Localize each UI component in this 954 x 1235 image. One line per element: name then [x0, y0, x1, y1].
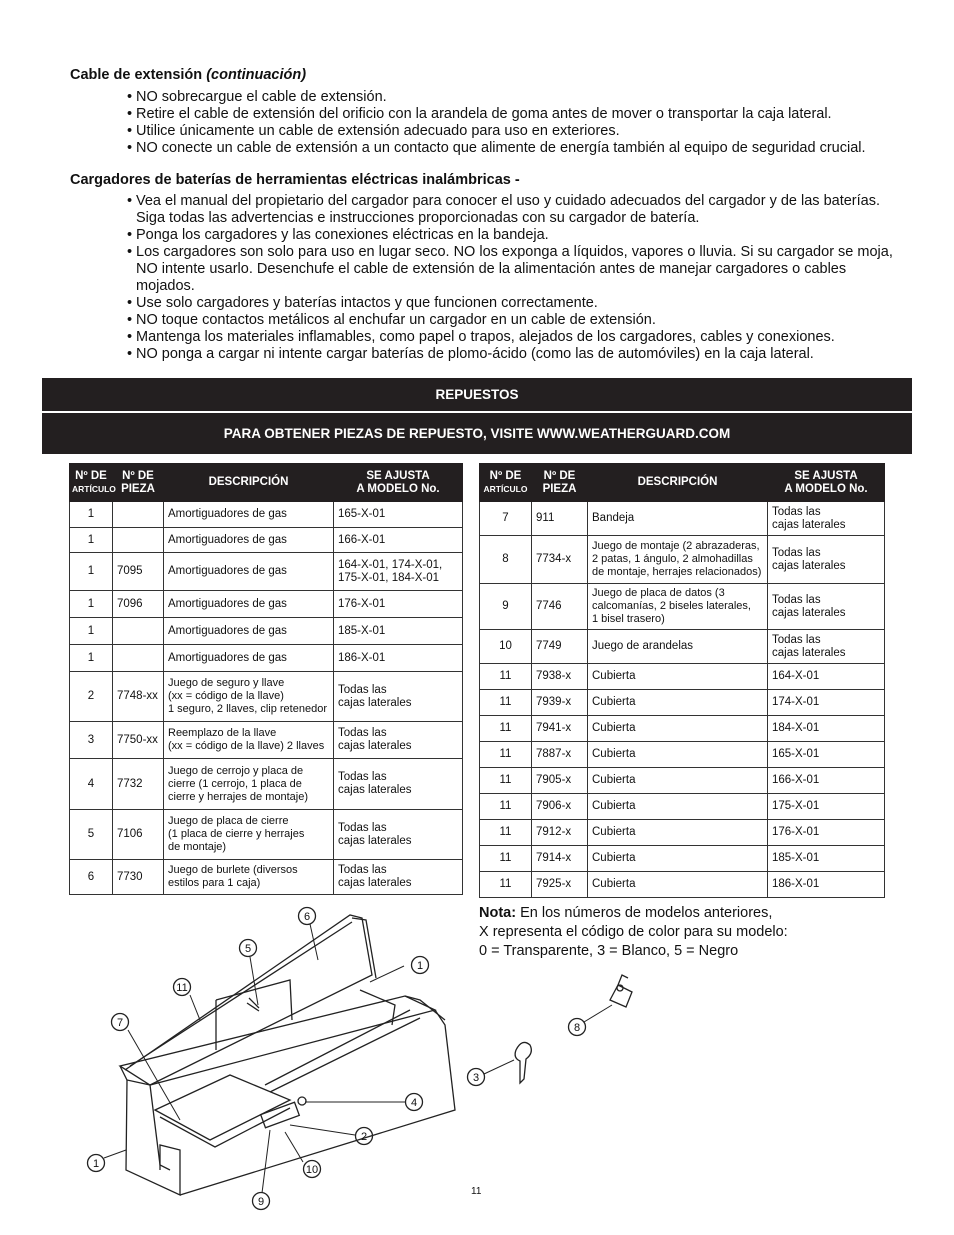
- cell-item-number: 4: [70, 759, 113, 810]
- callout-5: 5: [244, 943, 252, 955]
- cell-part-number: 7941-x: [532, 716, 588, 742]
- cell-description: Juego de placa de cierre (1 placa de cierre y herrajes de montaje): [164, 810, 334, 860]
- cell-description: Juego de montaje (2 abrazaderas, 2 patas, 1 ángulo, 2 almohadillas de montaje, herrajes relacionados): [588, 536, 768, 584]
- cell-description: Cubierta: [588, 768, 768, 794]
- mounting-bracket-illustration: [610, 975, 632, 1007]
- cell-part-number: 7748-xx: [113, 672, 164, 722]
- cell-part-number: 7914-x: [532, 846, 588, 872]
- cell-description: Juego de seguro y llave (xx = código de la llave) 1 seguro, 2 llaves, clip retenedor: [164, 672, 334, 722]
- cell-description: Cubierta: [588, 794, 768, 820]
- list-item: • Retire el cable de extensión del orificio con la arandela de goma antes de mover o transportar la caja lateral.: [127, 106, 866, 123]
- cell-part-number: 7906-x: [532, 794, 588, 820]
- cell-item-number: 2: [70, 672, 113, 722]
- cell-fits-model: 186-X-01: [334, 645, 463, 672]
- cell-item-number: 1: [70, 591, 113, 618]
- cell-description: Cubierta: [588, 664, 768, 690]
- cell-fits-model: Todas las cajas laterales: [768, 584, 885, 630]
- list-item: • NO conecte un cable de extensión a un contacto que alimente de energía también al equipo de seguridad crucial.: [127, 140, 866, 157]
- col-header-fits-model: SE AJUSTA A MODELO No.: [334, 464, 463, 502]
- list-item: • Mantenga los materiales inflamables, como papel o trapos, alejados de los cargadores, cables y conexiones.: [127, 329, 897, 346]
- callout-10: 10: [305, 1164, 319, 1176]
- cell-item-number: 11: [480, 820, 532, 846]
- cell-item-number: 7: [480, 502, 532, 536]
- toolbox-illustration: [120, 915, 455, 1195]
- callout-4: 4: [410, 1097, 418, 1109]
- cell-item-number: 11: [480, 664, 532, 690]
- cell-fits-model: 185-X-01: [334, 618, 463, 645]
- cell-item-number: 8: [480, 536, 532, 584]
- col-header-part: Nº DE PIEZA: [113, 464, 164, 502]
- cell-fits-model: 186-X-01: [768, 872, 885, 898]
- cell-fits-model: 184-X-01: [768, 716, 885, 742]
- cell-fits-model: 185-X-01: [768, 846, 885, 872]
- callout-1-bottom: 1: [92, 1158, 100, 1170]
- cell-item-number: 1: [70, 502, 113, 528]
- key-illustration: [515, 1042, 531, 1083]
- cell-item-number: 3: [70, 722, 113, 759]
- cell-fits-model: 166-X-01: [334, 528, 463, 553]
- cell-item-number: 11: [480, 872, 532, 898]
- cell-part-number: 7750-xx: [113, 722, 164, 759]
- cell-fits-model: Todas las cajas laterales: [334, 860, 463, 895]
- cell-fits-model: Todas las cajas laterales: [768, 630, 885, 664]
- cell-fits-model: 176-X-01: [334, 591, 463, 618]
- list-item: • NO sobrecargue el cable de extensión.: [127, 89, 866, 106]
- cell-description: Juego de burlete (diversos estilos para 1 caja): [164, 860, 334, 895]
- cell-description: Amortiguadores de gas: [164, 528, 334, 553]
- list-item: • NO ponga a cargar ni intente cargar baterías de plomo-ácido (como las de automóviles) en la caja lateral.: [127, 346, 897, 363]
- cell-item-number: 1: [70, 618, 113, 645]
- cell-part-number: 7939-x: [532, 690, 588, 716]
- cell-item-number: 1: [70, 553, 113, 591]
- cell-fits-model: Todas las cajas laterales: [768, 536, 885, 584]
- callout-1-top: 1: [416, 960, 424, 972]
- page-number: 11: [471, 1186, 482, 1197]
- cell-part-number: 7938-x: [532, 664, 588, 690]
- cell-fits-model: Todas las cajas laterales: [334, 759, 463, 810]
- cell-item-number: 1: [70, 528, 113, 553]
- cell-part-number: 7925-x: [532, 872, 588, 898]
- cell-part-number: 7730: [113, 860, 164, 895]
- cell-description: Reemplazo de la llave (xx = código de la llave) 2 llaves: [164, 722, 334, 759]
- cell-item-number: 10: [480, 630, 532, 664]
- section-title-extension-cable: Cable de extensión (continuación): [70, 67, 307, 83]
- cell-item-number: 5: [70, 810, 113, 860]
- cell-fits-model: Todas las cajas laterales: [768, 502, 885, 536]
- cell-part-number: 7746: [532, 584, 588, 630]
- list-item: • Vea el manual del propietario del cargador para conocer el uso y cuidado adecuados del cargador y de las baterías. Siga todas las advertencias e instrucciones proporcionadas con su cargador de batería.: [127, 193, 897, 227]
- cell-description: Amortiguadores de gas: [164, 591, 334, 618]
- cell-fits-model: 165-X-01: [334, 502, 463, 528]
- note-label: Nota:: [479, 905, 517, 921]
- cell-description: Bandeja: [588, 502, 768, 536]
- cell-part-number: 7095: [113, 553, 164, 591]
- cell-description: Cubierta: [588, 716, 768, 742]
- cell-item-number: 9: [480, 584, 532, 630]
- cell-fits-model: 164-X-01: [768, 664, 885, 690]
- col-header-item: Nº DE ARTÍCULO: [480, 464, 532, 502]
- weatherguard-visit-banner: PARA OBTENER PIEZAS DE REPUESTO, VISITE WWW.WEATHERGUARD.COM: [42, 413, 912, 454]
- cell-description: Juego de placa de datos (3 calcomanías, 2 biseles laterales, 1 bisel trasero): [588, 584, 768, 630]
- col-header-item: Nº DE ARTÍCULO: [70, 464, 113, 502]
- cell-part-number: 7106: [113, 810, 164, 860]
- cell-description: Amortiguadores de gas: [164, 553, 334, 591]
- color-code-note: Nota: En los números de modelos anteriores, X representa el código de color para su modelo: 0 = Transparente, 3 = Blanco, 5 = Negro: [479, 905, 788, 959]
- callout-7: 7: [116, 1017, 124, 1029]
- cell-part-number: 911: [532, 502, 588, 536]
- cell-fits-model: Todas las cajas laterales: [334, 722, 463, 759]
- callout-11: 11: [176, 982, 188, 994]
- cell-part-number: 7887-x: [532, 742, 588, 768]
- cell-description: Juego de cerrojo y placa de cierre (1 cerrojo, 1 placa de cierre y herrajes de montaje): [164, 759, 334, 810]
- section-title-suffix: (continuación): [206, 67, 307, 83]
- list-item: • Ponga los cargadores y las conexiones eléctricas en la bandeja.: [127, 227, 897, 244]
- col-header-description: DESCRIPCIÓN: [164, 464, 334, 502]
- cell-item-number: 11: [480, 716, 532, 742]
- callout-2: 2: [360, 1131, 368, 1143]
- cell-part-number: 7732: [113, 759, 164, 810]
- cell-item-number: 1: [70, 645, 113, 672]
- cell-description: Juego de arandelas: [588, 630, 768, 664]
- cell-description: Amortiguadores de gas: [164, 645, 334, 672]
- col-header-fits-model: SE AJUSTA A MODELO No.: [768, 464, 885, 502]
- cell-part-number: 7096: [113, 591, 164, 618]
- col-header-part: Nº DE PIEZA: [532, 464, 588, 502]
- callout-3: 3: [472, 1072, 480, 1084]
- cell-part-number: 7749: [532, 630, 588, 664]
- cell-fits-model: 166-X-01: [768, 768, 885, 794]
- cell-part-number: 7734-x: [532, 536, 588, 584]
- cell-description: Amortiguadores de gas: [164, 502, 334, 528]
- section-title-battery-chargers: Cargadores de baterías de herramientas eléctricas inalámbricas -: [70, 172, 520, 188]
- cell-item-number: 11: [480, 794, 532, 820]
- cell-fits-model: 174-X-01: [768, 690, 885, 716]
- cell-description: Amortiguadores de gas: [164, 618, 334, 645]
- cell-fits-model: 175-X-01: [768, 794, 885, 820]
- callout-8: 8: [573, 1022, 581, 1034]
- repuestos-header: REPUESTOS: [42, 378, 912, 411]
- cell-description: Cubierta: [588, 690, 768, 716]
- cell-description: Cubierta: [588, 872, 768, 898]
- list-item: • Los cargadores son solo para uso en lugar seco. NO los exponga a líquidos, vapores o lluvia. Si su cargador se moja, NO intente usarlo. Desenchufe el cable de extensión de la alimentación antes de manejar cargadores o cables mojados.: [127, 244, 897, 295]
- cell-item-number: 11: [480, 742, 532, 768]
- cell-item-number: 6: [70, 860, 113, 895]
- cell-item-number: 11: [480, 846, 532, 872]
- cell-fits-model: Todas las cajas laterales: [334, 810, 463, 860]
- cell-fits-model: 176-X-01: [768, 820, 885, 846]
- cell-part-number: 7912-x: [532, 820, 588, 846]
- col-header-description: DESCRIPCIÓN: [588, 464, 768, 502]
- callout-9: 9: [257, 1196, 265, 1208]
- callout-6: 6: [303, 911, 311, 923]
- cell-description: Cubierta: [588, 846, 768, 872]
- list-item: • Use solo cargadores y baterías intactos y que funcionen correctamente.: [127, 295, 897, 312]
- cell-description: Cubierta: [588, 820, 768, 846]
- cell-fits-model: 165-X-01: [768, 742, 885, 768]
- cell-fits-model: 164-X-01, 174-X-01, 175-X-01, 184-X-01: [334, 553, 463, 591]
- cell-fits-model: Todas las cajas laterales: [334, 672, 463, 722]
- list-item: • NO toque contactos metálicos al enchufar un cargador en un cable de extensión.: [127, 312, 897, 329]
- cell-part-number: 7905-x: [532, 768, 588, 794]
- cell-item-number: 11: [480, 768, 532, 794]
- list-item: • Utilice únicamente un cable de extensión adecuado para uso en exteriores.: [127, 123, 866, 140]
- cell-item-number: 11: [480, 690, 532, 716]
- cell-description: Cubierta: [588, 742, 768, 768]
